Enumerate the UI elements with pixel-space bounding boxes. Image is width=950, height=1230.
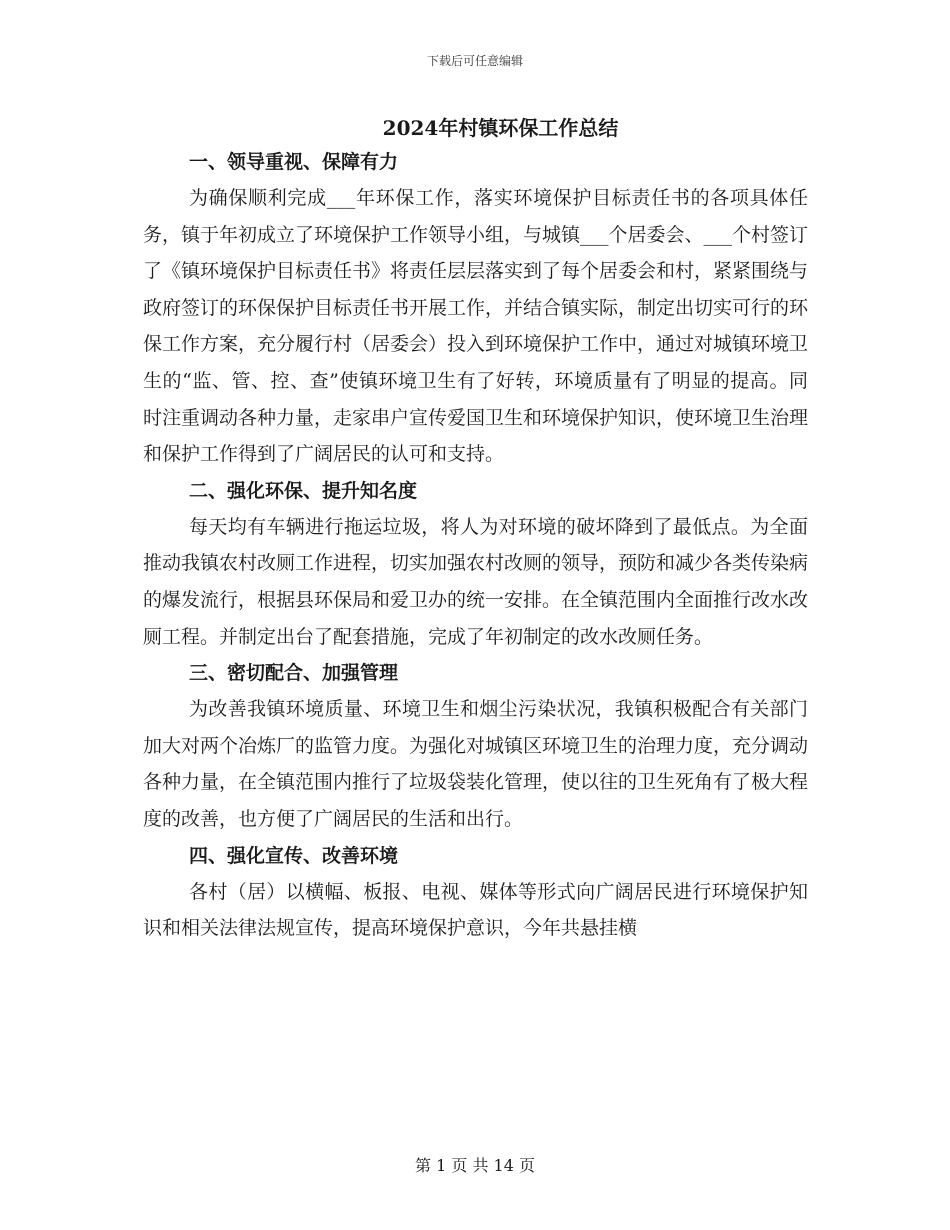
- section-2: [143, 473, 808, 655]
- section-paragraph: 为改善我镇环境质量、环境卫生和烟尘污染状况，我镇积极配合有关部门加大对两个冶炼厂的监管力度。为强化对城镇区环境卫生的治理力度，充分调动各种力量，在全镇范围内推行了垃圾袋装化管理，使以往的卫生死角有了极大程度的改善，也方便了广阔居民的生活和出行。: [143, 698, 809, 830]
- section-paragraph: 各村（居）以横幅、板报、电视、媒体等形式向广阔居民进行环境保护知识和相关法律法规宣传，提高环境保护意识，今年共悬挂横: [143, 880, 808, 940]
- section-1: [143, 144, 808, 473]
- document-title: 2024年村镇环保工作总结: [382, 116, 619, 140]
- section-4: [143, 838, 808, 947]
- section-3: [143, 655, 808, 837]
- page-number: 第 1 页 共 14 页: [415, 1156, 535, 1175]
- document-body: [143, 112, 808, 947]
- section-heading: 四、强化宣传、改善环境: [189, 844, 399, 867]
- section-paragraph: 每天均有车辆进行拖运垃圾，将人为对环境的破坏降到了最低点。为全面推动我镇农村改厕工作进程，切实加强农村改厕的领导，预防和减少各类传染病的爆发流行，根据县环保局和爱卫办的统一安排。在全镇范围内全面推行改水改厕工程。并制定出台了配套措施，完成了年初制定的改水改厕任务。: [143, 515, 809, 648]
- section-heading: 一、领导重视、保障有力: [189, 151, 399, 173]
- section-paragraph: 为确保顺利完成___年环保工作，落实环境保护目标责任书的各项具体任务，镇于年初成立了环境保护工作领导小组，与城镇___个居委会、___个村签订了《镇环境保护目标责任书》将责任层层落实到了每个居委会和村，紧紧围绕与政府签订的环保保护目标责任书开展工作，并结合镇实际，制定出切实可行的环保工作方案，充分履行村（居委会）投入到环境保护工作中，通过对城镇环境卫生的“监、管、控、查”使镇环境卫生有了好转，环境质量有了明显的提高。同时注重调动各种力量，走家串户宣传爱国卫生和环境保护知识，使环境卫生治理和保护工作得到了广阔居民的认可和支持。: [143, 187, 809, 466]
- section-heading: 三、密切配合、加强管理: [189, 662, 399, 685]
- section-heading: 二、强化环保、提升知名度: [189, 479, 418, 502]
- page-header-note: 下载后可任意编辑: [426, 54, 523, 68]
